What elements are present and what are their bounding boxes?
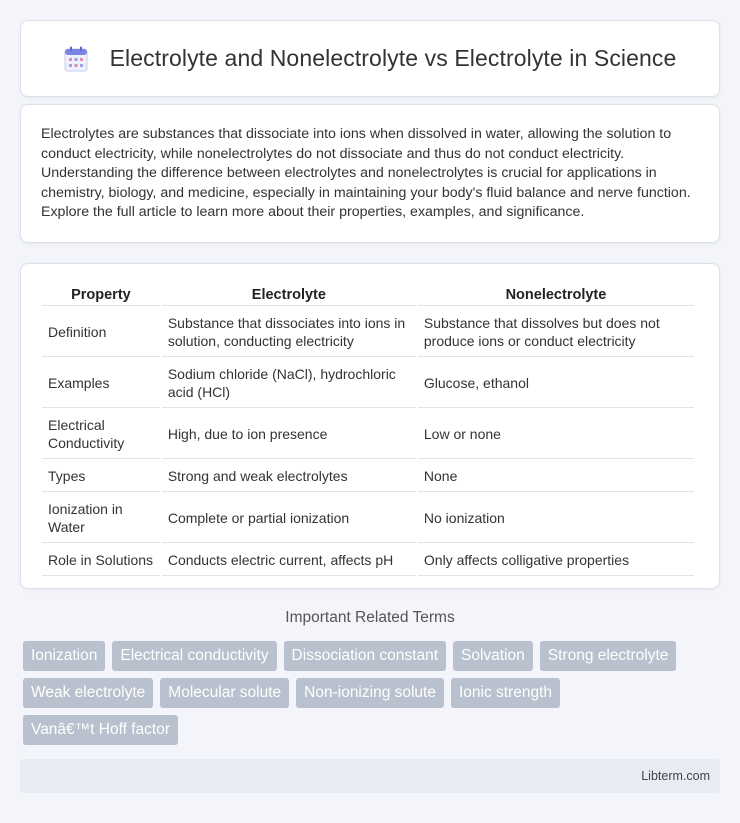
table-row — [42, 461, 694, 492]
header-property: Property — [42, 284, 160, 306]
cell-property: Role in Solutions — [42, 545, 160, 576]
term-tag[interactable]: Electrical conductivity — [112, 641, 276, 671]
cell-nonelectrolyte: None — [418, 461, 694, 492]
footer-site-link[interactable]: Libterm.com — [641, 769, 710, 783]
term-tag[interactable]: Non-ionizing solute — [296, 678, 444, 708]
cell-nonelectrolyte: Low or none — [418, 410, 694, 459]
header-electrolyte: Electrolyte — [162, 284, 416, 306]
term-tag[interactable]: Molecular solute — [160, 678, 289, 708]
table-row — [42, 308, 694, 357]
cell-property: Definition — [42, 308, 160, 357]
cell-property: Electrical Conductivity — [42, 410, 160, 459]
cell-electrolyte: Conducts electric current, affects pH — [162, 545, 416, 576]
cell-property: Ionization in Water — [42, 494, 160, 543]
table-row — [42, 545, 694, 576]
cell-electrolyte: Complete or partial ionization — [162, 494, 416, 543]
footer — [20, 759, 720, 793]
term-tag[interactable]: Vanâ€™t Hoff factor — [23, 715, 178, 745]
table-row — [42, 494, 694, 543]
cell-nonelectrolyte: Only affects colligative properties — [418, 545, 694, 576]
cell-electrolyte: High, due to ion presence — [162, 410, 416, 459]
term-tag[interactable]: Strong electrolyte — [540, 641, 677, 671]
intro-text: Electrolytes are substances that dissociate into ions when dissolved in water, allowing the solution to conduct electricity, while nonelectrolytes do not dissociate and thus do not conduct electricity. Understanding the difference between electrolytes and nonelectrolytes is crucial for applications in chemistry, biology, and medicine, especially in maintaining your body's fluid balance and nerve function. Explore the full article to learn more about their properties, examples, and significance. — [41, 126, 691, 220]
term-tag[interactable]: Solvation — [453, 641, 533, 671]
table-header-row — [42, 284, 694, 306]
term-tag[interactable]: Ionization — [23, 641, 105, 671]
comparison-table — [40, 282, 696, 578]
table-row — [42, 359, 694, 408]
cell-nonelectrolyte: No ionization — [418, 494, 694, 543]
cell-property: Examples — [42, 359, 160, 408]
cell-electrolyte: Substance that dissociates into ions in solution, conducting electricity — [162, 308, 416, 357]
page-title: Electrolyte and Nonelectrolyte vs Electrolyte in Science — [109, 45, 677, 71]
header-nonelectrolyte: Nonelectrolyte — [418, 284, 694, 306]
term-tag[interactable]: Weak electrolyte — [23, 678, 153, 708]
cell-property: Types — [42, 461, 160, 492]
calendar-icon — [64, 46, 88, 72]
cell-electrolyte: Sodium chloride (NaCl), hydrochloric acid (HCl) — [162, 359, 416, 408]
comparison-table-card — [20, 263, 720, 589]
table-row — [42, 410, 694, 459]
related-terms-list — [23, 641, 713, 745]
cell-nonelectrolyte: Glucose, ethanol — [418, 359, 694, 408]
term-tag[interactable]: Ionic strength — [451, 678, 560, 708]
header-card — [20, 20, 720, 97]
cell-nonelectrolyte: Substance that dissolves but does not produce ions or conduct electricity — [418, 308, 694, 357]
related-terms-title: Important Related Terms — [285, 609, 455, 626]
term-tag[interactable]: Dissociation constant — [284, 641, 446, 671]
cell-electrolyte: Strong and weak electrolytes — [162, 461, 416, 492]
intro-card — [20, 104, 720, 243]
